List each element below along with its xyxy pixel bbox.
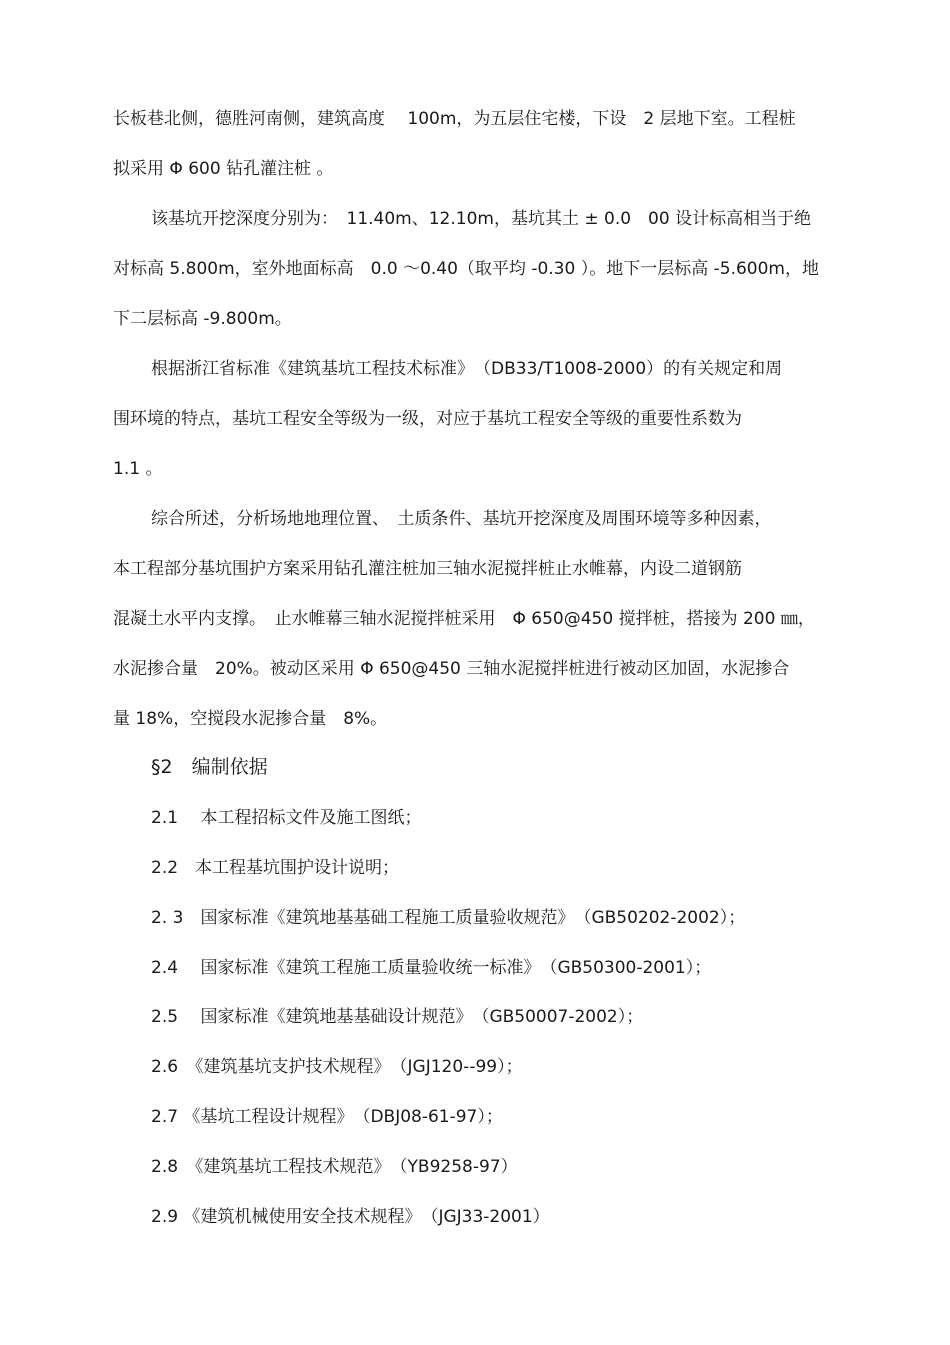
list-item: 2.1 本工程招标文件及施工图纸； [151, 808, 422, 828]
paragraph-4-line-2: 本工程部分基坑围护方案采用钻孔灌注桩加三轴水泥搅拌桩止水帷幕，内设二道钢筋 [113, 559, 742, 579]
list-item: 2. 3 国家标准《建筑地基基础工程施工质量验收规范》 （GB50202-2002）； [151, 908, 746, 928]
list-item: 2.7 《基坑工程设计规程》 （DBJ08-61-97）； [151, 1107, 503, 1127]
list-item: 2.8 《建筑基坑工程技术规范》 （YB9258-97） [151, 1157, 518, 1177]
paragraph-2-line-2: 对标高 5.800m，室外地面标高 0.0 ～0.40（取平均 -0.30 ）。地下一层标高 -5.600m，地 [113, 259, 819, 279]
list-item: 2.2 本工程基坑围护设计说明； [151, 858, 400, 878]
paragraph-4-line-3: 混凝土水平内支撑。 止水帷幕三轴水泥搅拌桩采用 Φ 650@450 搅拌桩，搭接为 200 ㎜， [113, 609, 815, 629]
paragraph-2-line-3: 下二层标高 -9.800m。 [113, 309, 292, 329]
paragraph-4-line-4: 水泥掺合量 20%。被动区采用 Φ 650@450 三轴水泥搅拌桩进行被动区加固，水泥掺合 [113, 659, 790, 679]
list-item: 2.6 《建筑基坑支护技术规程》 （JGJ120--99）； [151, 1057, 523, 1077]
paragraph-4-line-1: 综合所述，分析场地地理位置、 土质条件、基坑开挖深度及周围环境等多种因素， [151, 509, 772, 529]
list-item: 2.9 《建筑机械使用安全技术规程》 （JGJ33-2001） [151, 1207, 550, 1227]
paragraph-4-line-5: 量 18%，空搅段水泥掺合量 8%。 [113, 709, 388, 729]
paragraph-3-line-3: 1.1 。 [113, 459, 163, 479]
paragraph-3-line-1: 根据浙江省标准《建筑基坑工程技术标准》 （DB33/T1008-2000）的有关规定和周 [151, 359, 783, 379]
paragraph-2-line-1: 该基坑开挖深度分别为： 11.40m、12.10m，基坑其土 ± 0.0 00 设计标高相当于绝 [151, 209, 812, 229]
paragraph-1-line-2: 拟采用 Φ 600 钻孔灌注桩 。 [113, 159, 334, 179]
section-heading: §2 编制依据 [151, 756, 268, 778]
paragraph-1-line-1: 长板巷北侧，德胜河南侧，建筑高度 100m，为五层住宅楼，下设 2 层地下室。工程桩 [113, 109, 796, 129]
paragraph-3-line-2: 围环境的特点，基坑工程安全等级为一级，对应于基坑工程安全等级的重要性系数为 [113, 409, 742, 429]
list-item: 2.5 国家标准《建筑地基基础设计规范》 （GB50007-2002）； [151, 1007, 644, 1027]
list-item: 2.4 国家标准《建筑工程施工质量验收统一标准》 （GB50300-2001）； [151, 958, 712, 978]
